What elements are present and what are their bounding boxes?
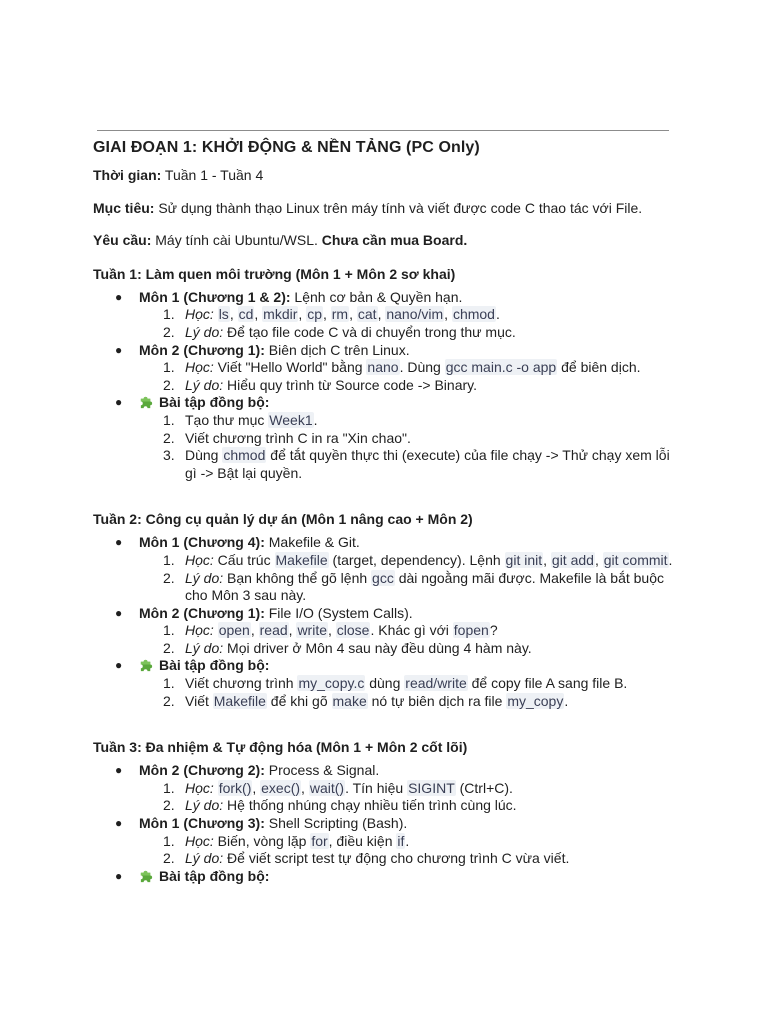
lydo-text: Hiểu quy trình từ Source code -> Binary. <box>223 376 477 393</box>
time-value: Tuần 1 - Tuần 4 <box>161 167 264 183</box>
num: 3. <box>163 447 175 464</box>
num: 2. <box>163 850 175 867</box>
num: 2. <box>163 569 175 586</box>
text: , điều kiện <box>328 832 397 849</box>
num: 2. <box>163 376 175 393</box>
week2-mon1 <box>93 534 683 604</box>
week2-mon1-lydo <box>139 570 683 605</box>
text: (target, dependency). Lệnh <box>328 551 505 568</box>
code-write: write <box>297 622 327 639</box>
sep: , <box>328 622 336 639</box>
text: để khi gõ <box>266 692 332 709</box>
sep: , <box>252 779 261 796</box>
text: Viết <box>185 692 213 709</box>
sep: , <box>377 306 386 323</box>
text: Viết chương trình C in ra "Xin chao". <box>185 429 411 446</box>
text: dài ngoằng mãi được. Makefile là bắt buộc cho Môn 3 sau này. <box>185 569 664 604</box>
requirement-bold: Chưa cần mua Board. <box>321 232 468 249</box>
hoc-label: Học: <box>185 551 214 568</box>
sep: , <box>298 306 307 323</box>
text: để tắt quyền thực thi (execute) của file chạy -> Thử chạy xem lỗi gì -> Bật lại quyền. <box>185 447 670 481</box>
text: để biên dịch. <box>557 359 641 376</box>
lydo-text: Hệ thống nhúng chạy nhiều tiến trình cùng lúc. <box>223 797 517 814</box>
text: nó tự biên dịch ra file <box>367 692 507 709</box>
week1-ex3 <box>139 447 683 482</box>
text: ? <box>489 622 498 639</box>
code-chmod: chmod <box>452 306 495 323</box>
code-makefile: Makefile <box>213 692 266 709</box>
phase-title: GIAI ĐOẠN 1: KHỞI ĐỘNG & NỀN TẢNG (PC Only) <box>93 139 480 156</box>
week3-mon1-label: Môn 1 (Chương 3): <box>139 815 265 832</box>
week2-list <box>93 534 683 710</box>
week3-mon2-hoc <box>139 780 683 798</box>
week3-mon1-text: Shell Scripting (Bash). <box>264 815 408 832</box>
week3-list <box>93 762 683 885</box>
week3-mon2 <box>93 762 683 815</box>
bullet: ● <box>115 658 123 673</box>
num: 2. <box>163 692 175 709</box>
bullet: ● <box>115 868 123 883</box>
num: 1. <box>163 832 175 849</box>
lydo-text: Để tạo file code C và di chuyển trong thư mục. <box>223 323 516 340</box>
lydo-label: Lý do: <box>185 569 224 586</box>
num: 2. <box>163 639 175 656</box>
code-fopen: fopen <box>453 622 489 639</box>
num: 1. <box>163 359 175 376</box>
week3-mon1 <box>93 815 683 868</box>
sep: , <box>543 551 551 568</box>
text: . Tín hiệu <box>345 779 408 796</box>
bullet: ● <box>115 535 123 550</box>
goal-field <box>93 200 683 218</box>
text: Dùng <box>185 447 223 464</box>
code-nano: nano <box>367 359 399 376</box>
week3-mon2-subs <box>139 780 683 815</box>
hoc-label: Học: <box>185 359 214 376</box>
week3-ex-label: Bài tập đồng bộ: <box>159 867 270 884</box>
week1-list <box>93 289 683 483</box>
hoc-label: Học: <box>185 832 214 849</box>
sep: , <box>349 306 357 323</box>
lydo-text: Để viết script test tự động cho chương trình C vừa viết. <box>223 850 570 867</box>
num: 1. <box>163 411 175 428</box>
code-git-init: git init <box>505 551 543 568</box>
week1-mon1-subs <box>139 306 683 341</box>
text: Tạo thư mục <box>185 411 269 428</box>
week2-mon1-subs <box>139 552 683 605</box>
num: 1. <box>163 675 175 692</box>
text: Bạn không thể gõ lệnh <box>223 569 372 586</box>
horizontal-divider <box>97 130 669 131</box>
lydo-label: Lý do: <box>185 850 224 867</box>
goal-label: Mục tiêu: <box>93 199 155 216</box>
week1-ex-label: Bài tập đồng bộ: <box>159 394 270 411</box>
bullet: ● <box>115 816 123 831</box>
requirement-label: Yêu cầu: <box>93 232 152 249</box>
week1-heading: Tuần 1: Làm quen môi trường (Môn 1 + Môn 2 sơ khai) <box>93 265 456 282</box>
week2-mon1-hoc: 1. Học: Cấu trúc Makefile (target, dependency). Lệnh git init, git add, git commit. <box>163 551 673 568</box>
code-read: read <box>259 622 288 639</box>
week2-mon2-text: File I/O (System Calls). <box>264 604 413 621</box>
bullet: ● <box>115 605 123 620</box>
code-close: close <box>336 622 370 639</box>
time-field <box>93 167 683 185</box>
num: 1. <box>163 779 175 796</box>
week2-ex2 <box>139 693 683 711</box>
code-cp: cp <box>307 306 322 323</box>
bullet: ● <box>115 763 123 778</box>
sep: , <box>322 306 331 323</box>
code-open: open <box>218 622 250 639</box>
code-gcc: gcc <box>372 569 394 586</box>
week1-mon2 <box>93 342 683 395</box>
sep: , <box>229 306 238 323</box>
week1-mon1-label: Môn 1 (Chương 1 & 2): <box>139 288 291 305</box>
bullet: ● <box>115 342 123 357</box>
code-read-write: read/write <box>405 675 467 692</box>
code-sigint: SIGINT <box>408 779 455 796</box>
week1-mon2-hoc <box>139 359 683 377</box>
puzzle-icon <box>139 394 154 409</box>
week2-mon2-hoc <box>139 622 683 640</box>
num: 2. <box>163 323 175 340</box>
code-cd: cd <box>238 306 254 323</box>
week2-mon2 <box>93 605 683 658</box>
text: . <box>564 692 569 709</box>
text: . Dùng <box>399 359 445 376</box>
puzzle-icon <box>139 657 154 672</box>
week3-mon2-label: Môn 2 (Chương 2): <box>139 762 265 779</box>
sep: , <box>594 551 603 568</box>
code-cat: cat <box>357 306 377 323</box>
code-week1: Week1 <box>269 411 313 428</box>
week3-exercises <box>93 868 683 886</box>
sep: , <box>301 779 309 796</box>
puzzle-icon <box>139 868 154 883</box>
code-gcc: gcc main.c -o app <box>445 359 557 376</box>
week1-mon2-label: Môn 2 (Chương 1): <box>139 341 265 358</box>
code-nano-vim: nano/vim <box>386 306 444 323</box>
text: . <box>405 832 410 849</box>
week2-ex1 <box>139 675 683 693</box>
code-for: for <box>311 832 328 849</box>
code-ls: ls <box>218 306 229 323</box>
goal-value: Sử dụng thành thạo Linux trên máy tính và viết được code C thao tác với File. <box>154 199 643 216</box>
week2-mon1-text: Makefile & Git. <box>264 534 360 551</box>
week3-mon1-subs <box>139 833 683 868</box>
sep: , <box>250 622 259 639</box>
week1-exercises <box>93 394 683 482</box>
week2-mon2-label: Môn 2 (Chương 1): <box>139 604 265 621</box>
lydo-label: Lý do: <box>185 323 224 340</box>
text: Viết "Hello World" bằng <box>213 359 367 376</box>
hoc-label: Học: <box>185 622 214 639</box>
week2-heading: Tuần 2: Công cụ quản lý dự án (Môn 1 nâng cao + Môn 2) <box>93 511 473 528</box>
code-makefile: Makefile <box>275 551 328 568</box>
num: 2. <box>163 429 175 446</box>
hoc-label: Học: <box>185 306 214 323</box>
week2-mon2-lydo <box>139 640 683 658</box>
lydo-label: Lý do: <box>185 797 224 814</box>
week2-mon2-subs <box>139 622 683 657</box>
week2-exercises <box>93 657 683 710</box>
week1-mon1-lydo <box>139 324 683 342</box>
num: 1. <box>163 306 175 323</box>
week2-ex-subs <box>139 675 683 710</box>
text: Biến, vòng lặp <box>213 832 311 849</box>
text: dùng <box>365 675 405 692</box>
week3-mon1-lydo <box>139 850 683 868</box>
num: 2. <box>163 797 175 814</box>
lydo-text: Mọi driver ở Môn 4 sau này đều dùng 4 hàm này. <box>223 639 532 656</box>
text: Viết chương trình <box>185 675 298 692</box>
sep: , <box>254 306 263 323</box>
week1-mon1 <box>93 289 683 342</box>
sep: , <box>288 622 297 639</box>
bullet: ● <box>115 289 123 304</box>
week1-mon2-lydo <box>139 377 683 395</box>
week1-ex-subs <box>139 412 683 482</box>
code-git-commit: git commit <box>603 551 668 568</box>
week2-ex-label: Bài tập đồng bộ: <box>159 657 270 674</box>
code-rm: rm <box>331 306 349 323</box>
text: (Ctrl+C). <box>455 779 513 796</box>
num: 1. <box>163 622 175 639</box>
lydo-label: Lý do: <box>185 639 224 656</box>
requirement-value: Máy tính cài Ubuntu/WSL. <box>151 232 322 249</box>
week3-mon1-hoc <box>139 833 683 851</box>
text: . <box>313 411 318 428</box>
code-exec: exec() <box>261 779 301 796</box>
lydo-label: Lý do: <box>185 376 224 393</box>
week1-mon1-text: Lệnh cơ bản & Quyền hạn. <box>290 288 463 305</box>
code-mkdir: mkdir <box>263 306 298 323</box>
week1-mon1-hoc: 1. Học: ls, cd, mkdir, cp, rm, cat, nano/vim, chmod. <box>163 306 500 323</box>
hoc-label: Học: <box>185 779 214 796</box>
sep: , <box>444 306 452 323</box>
document-content <box>93 138 683 885</box>
week3-mon2-lydo <box>139 797 683 815</box>
bullet: ● <box>115 395 123 410</box>
text: Cấu trúc <box>213 551 275 568</box>
code-fork: fork() <box>218 779 252 796</box>
time-label: Thời gian: <box>93 167 162 183</box>
code-make: make <box>332 692 367 709</box>
code-git-add: git add <box>551 551 594 568</box>
week1-ex2 <box>139 430 683 448</box>
code-if: if <box>397 832 405 849</box>
code-chmod: chmod <box>223 447 266 464</box>
week1-ex1 <box>139 412 683 430</box>
week1-mon2-subs <box>139 359 683 394</box>
code-my-copy: my_copy <box>507 692 564 709</box>
week3-mon2-text: Process & Signal. <box>264 762 380 779</box>
requirement-field <box>93 232 683 250</box>
week1-mon2-text: Biên dịch C trên Linux. <box>264 341 410 358</box>
week3-heading: Tuần 3: Đa nhiệm & Tự động hóa (Môn 1 + Môn 2 cốt lõi) <box>93 739 468 756</box>
code-wait: wait() <box>309 779 345 796</box>
num: 1. <box>163 551 175 568</box>
code-my-copy-c: my_copy.c <box>298 675 365 692</box>
text: để copy file A sang file B. <box>467 675 628 692</box>
week2-mon1-label: Môn 1 (Chương 4): <box>139 534 265 551</box>
text: . Khác gì với <box>370 622 453 639</box>
